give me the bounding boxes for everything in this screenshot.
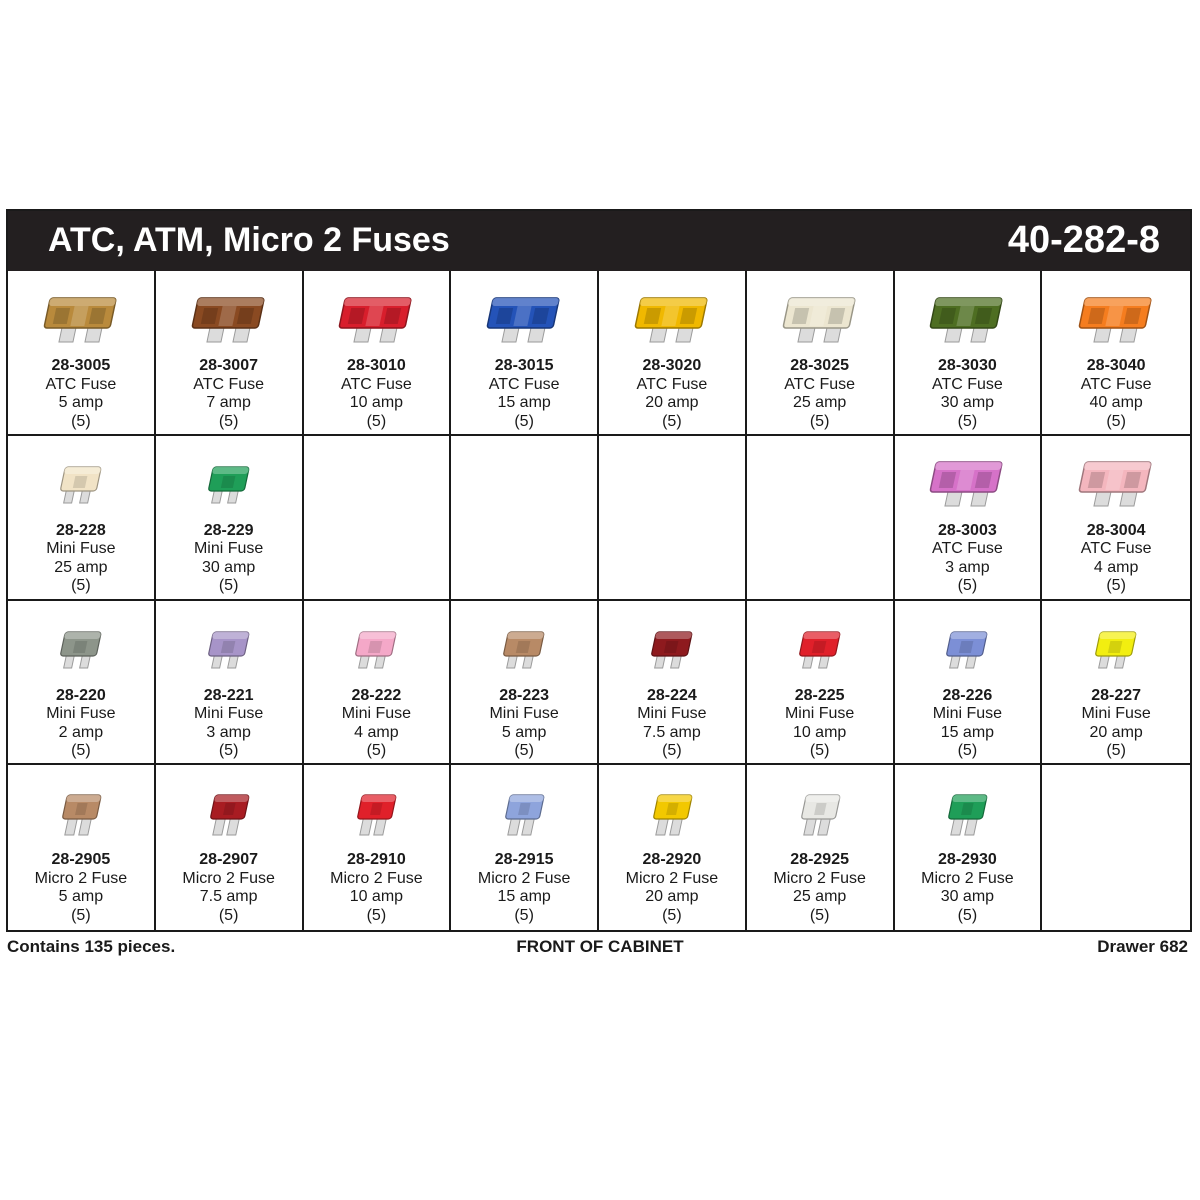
micro-fuse-icon — [895, 777, 1041, 852]
atc-fuse-icon — [304, 283, 450, 358]
compartment-label — [747, 687, 893, 761]
compartment-label — [451, 851, 597, 925]
fuse-compartment — [304, 271, 452, 436]
compartment-label — [1042, 357, 1190, 431]
fuse-compartment — [156, 271, 304, 436]
fuse-type: Mini Fuse — [784, 705, 855, 722]
micro-fuse-icon — [304, 777, 450, 852]
amperage: 3 amp — [945, 558, 990, 576]
quantity: (5) — [1106, 742, 1126, 759]
fuse-type: ATC Fuse — [784, 375, 856, 393]
fuse-type: Mini Fuse — [932, 705, 1003, 722]
part-number: 28-3030 — [938, 357, 997, 374]
micro-fuse-icon — [451, 777, 597, 852]
part-number: 28-229 — [203, 521, 254, 539]
compartment-label — [747, 357, 893, 431]
fuse-compartment — [895, 601, 1043, 766]
part-number: 28-228 — [55, 521, 106, 539]
fuse-compartment — [8, 271, 156, 436]
quantity: (5) — [662, 742, 682, 759]
fuse-type: Mini Fuse — [46, 540, 116, 558]
compartment-label — [156, 687, 302, 761]
fuse-type: ATC Fuse — [931, 540, 1003, 558]
fuse-compartment — [156, 436, 304, 601]
amperage: 7 amp — [206, 394, 251, 411]
empty-compartment — [747, 436, 895, 601]
quantity: (5) — [662, 412, 682, 430]
compartment-label — [304, 357, 450, 431]
fuse-type: Mini Fuse — [489, 705, 559, 722]
compartment-label — [895, 357, 1041, 431]
part-number: 28-3015 — [494, 357, 554, 374]
mini-fuse-icon — [156, 448, 302, 523]
compartment-label — [8, 687, 154, 761]
fuse-compartment — [1042, 436, 1190, 601]
quantity: (5) — [71, 412, 91, 430]
fuse-type: Mini Fuse — [46, 705, 116, 722]
compartment-label — [156, 522, 302, 596]
fuse-type: ATC Fuse — [488, 375, 560, 393]
micro-fuse-icon — [747, 777, 893, 852]
fuse-compartment — [747, 765, 895, 930]
quantity: (5) — [71, 742, 91, 759]
quantity: (5) — [514, 906, 534, 924]
chart-title: ATC, ATM, Micro 2 Fuses — [48, 221, 450, 259]
compartment-label — [895, 851, 1041, 925]
quantity: (5) — [957, 577, 978, 595]
compartment-label — [304, 851, 450, 925]
compartment-label — [8, 522, 154, 596]
part-number: 28-223 — [499, 686, 550, 704]
amperage: 30 amp — [940, 394, 995, 411]
atc-fuse-icon — [1042, 283, 1190, 358]
part-number: 28-225 — [794, 686, 845, 704]
quantity: (5) — [71, 906, 91, 924]
mini-fuse-icon — [451, 613, 597, 688]
empty-compartment — [599, 436, 747, 601]
fuse-type: Micro 2 Fuse — [330, 869, 423, 887]
atc-fuse-icon — [8, 283, 154, 358]
quantity: (5) — [1106, 412, 1126, 430]
quantity: (5) — [218, 906, 239, 924]
fuse-type: Micro 2 Fuse — [34, 869, 128, 887]
atc-fuse-icon — [599, 283, 745, 358]
part-number: 28-224 — [646, 686, 697, 704]
empty-compartment — [451, 436, 599, 601]
amperage: 7.5 amp — [199, 888, 258, 906]
fuse-type: Mini Fuse — [637, 705, 707, 722]
fuse-compartment — [747, 271, 895, 436]
part-number: 28-3003 — [938, 521, 997, 539]
mini-fuse-icon — [304, 613, 450, 688]
fuse-compartment — [8, 436, 156, 601]
fuse-compartment — [747, 601, 895, 766]
quantity: (5) — [514, 412, 534, 430]
quantity: (5) — [809, 742, 830, 759]
quantity: (5) — [366, 742, 387, 759]
amperage: 30 amp — [940, 888, 995, 906]
atc-fuse-icon — [895, 283, 1041, 358]
atc-fuse-icon — [451, 283, 597, 358]
fuse-type: Micro 2 Fuse — [477, 869, 571, 887]
fuse-type: Mini Fuse — [193, 705, 264, 722]
quantity: (5) — [957, 906, 978, 924]
amperage: 4 amp — [1093, 558, 1139, 576]
amperage: 40 amp — [1089, 394, 1143, 411]
fuse-compartment — [8, 601, 156, 766]
part-number: 28-2920 — [642, 851, 702, 869]
part-number: 28-3040 — [1086, 357, 1146, 374]
quantity: (5) — [957, 412, 978, 430]
fuse-compartment — [156, 601, 304, 766]
amperage: 20 amp — [1089, 723, 1143, 741]
fuse-compartment — [156, 765, 304, 930]
fuse-compartment — [599, 271, 747, 436]
amperage: 5 amp — [501, 723, 547, 741]
piece-count: Contains 135 pieces. — [7, 937, 176, 956]
amperage: 5 amp — [58, 394, 104, 411]
fuse-compartment — [304, 765, 452, 930]
fuse-grid — [8, 271, 1190, 930]
compartment-label — [895, 687, 1041, 761]
compartment-label — [599, 687, 745, 761]
amperage: 15 amp — [497, 394, 551, 411]
part-number: 28-227 — [1091, 686, 1142, 704]
amperage: 2 amp — [58, 723, 104, 741]
compartment-label — [451, 687, 597, 761]
part-number: 28-3010 — [347, 357, 406, 374]
compartment-label — [8, 851, 154, 925]
amperage: 3 amp — [206, 723, 251, 741]
quantity: (5) — [218, 412, 239, 430]
compartment-label — [156, 851, 302, 925]
fuse-type: ATC Fuse — [1080, 375, 1152, 393]
mini-fuse-icon — [156, 613, 302, 688]
amperage: 4 amp — [354, 723, 399, 741]
fuse-compartment — [304, 601, 452, 766]
part-number: 28-2915 — [494, 851, 554, 869]
kit-part-number: 40-282-8 — [1007, 219, 1160, 261]
mini-fuse-icon — [895, 613, 1041, 688]
fuse-type: Micro 2 Fuse — [182, 869, 275, 887]
fuse-compartment — [451, 601, 599, 766]
cabinet-front-label: FRONT OF CABINET — [516, 937, 684, 956]
fuse-compartment — [599, 601, 747, 766]
compartment-label — [304, 687, 450, 761]
mini-fuse-icon — [8, 613, 154, 688]
amperage: 5 amp — [58, 888, 104, 906]
quantity: (5) — [366, 412, 387, 430]
part-number: 28-3004 — [1086, 521, 1146, 539]
fuse-type: ATC Fuse — [193, 375, 265, 393]
amperage: 25 amp — [792, 888, 847, 906]
fuse-compartment — [895, 436, 1043, 601]
amperage: 15 amp — [940, 723, 995, 741]
amperage: 30 amp — [201, 558, 256, 576]
fuse-type: Mini Fuse — [193, 540, 264, 558]
fuse-type: Mini Fuse — [1081, 705, 1151, 722]
compartment-label — [747, 851, 893, 925]
drawer-number: Drawer 682 — [1097, 937, 1188, 956]
mini-fuse-icon — [599, 613, 745, 688]
part-number: 28-2907 — [199, 851, 258, 869]
fuse-drawer-chart — [6, 209, 1192, 932]
fuse-type: ATC Fuse — [1080, 540, 1152, 558]
atc-fuse-icon — [156, 283, 302, 358]
mini-fuse-icon — [1042, 613, 1190, 688]
fuse-compartment — [599, 765, 747, 930]
compartment-label — [1042, 522, 1190, 596]
empty-compartment — [1042, 765, 1190, 930]
part-number: 28-2910 — [347, 851, 406, 869]
atc-fuse-icon — [747, 283, 893, 358]
quantity: (5) — [809, 906, 830, 924]
part-number: 28-222 — [351, 686, 402, 704]
compartment-label — [451, 357, 597, 431]
fuse-compartment — [451, 271, 599, 436]
atc-fuse-icon — [1042, 448, 1190, 523]
fuse-type: ATC Fuse — [931, 375, 1003, 393]
quantity: (5) — [366, 906, 387, 924]
fuse-type: ATC Fuse — [340, 375, 412, 393]
part-number: 28-3025 — [790, 357, 849, 374]
part-number: 28-3005 — [51, 357, 111, 374]
compartment-label — [895, 522, 1041, 596]
fuse-compartment — [895, 271, 1043, 436]
compartment-label — [8, 357, 154, 431]
amperage: 20 amp — [645, 888, 699, 906]
amperage: 10 amp — [349, 888, 404, 906]
quantity: (5) — [1106, 577, 1126, 595]
part-number: 28-221 — [203, 686, 254, 704]
fuse-type: Mini Fuse — [341, 705, 412, 722]
amperage: 25 amp — [54, 558, 108, 576]
amperage: 15 amp — [497, 888, 551, 906]
amperage: 10 amp — [792, 723, 847, 741]
part-number: 28-2930 — [938, 851, 997, 869]
fuse-compartment — [451, 765, 599, 930]
fuse-compartment — [1042, 271, 1190, 436]
quantity: (5) — [218, 742, 239, 759]
part-number: 28-220 — [55, 686, 106, 704]
quantity: (5) — [957, 742, 978, 759]
mini-fuse-icon — [747, 613, 893, 688]
part-number: 28-2905 — [51, 851, 111, 869]
quantity: (5) — [71, 577, 91, 595]
compartment-label — [599, 851, 745, 925]
amperage: 20 amp — [645, 394, 699, 411]
part-number: 28-3007 — [199, 357, 258, 374]
amperage: 7.5 amp — [642, 723, 701, 741]
part-number: 28-3020 — [642, 357, 702, 374]
quantity: (5) — [809, 412, 830, 430]
amperage: 10 amp — [349, 394, 404, 411]
micro-fuse-icon — [8, 777, 154, 852]
chart-header — [8, 211, 1190, 271]
micro-fuse-icon — [156, 777, 302, 852]
quantity: (5) — [514, 742, 534, 759]
fuse-type: ATC Fuse — [636, 375, 708, 393]
part-number: 28-2925 — [790, 851, 849, 869]
micro-fuse-icon — [599, 777, 745, 852]
compartment-label — [599, 357, 745, 431]
fuse-compartment — [8, 765, 156, 930]
quantity: (5) — [218, 577, 239, 595]
fuse-type: Micro 2 Fuse — [625, 869, 719, 887]
amperage: 25 amp — [792, 394, 847, 411]
mini-fuse-icon — [8, 448, 154, 523]
part-number: 28-226 — [942, 686, 993, 704]
compartment-label — [1042, 687, 1190, 761]
fuse-compartment — [895, 765, 1043, 930]
quantity: (5) — [662, 906, 682, 924]
fuse-type: ATC Fuse — [45, 375, 117, 393]
compartment-label — [156, 357, 302, 431]
fuse-type: Micro 2 Fuse — [773, 869, 866, 887]
fuse-type: Micro 2 Fuse — [921, 869, 1014, 887]
empty-compartment — [304, 436, 452, 601]
fuse-compartment — [1042, 601, 1190, 766]
atc-fuse-icon — [895, 448, 1041, 523]
